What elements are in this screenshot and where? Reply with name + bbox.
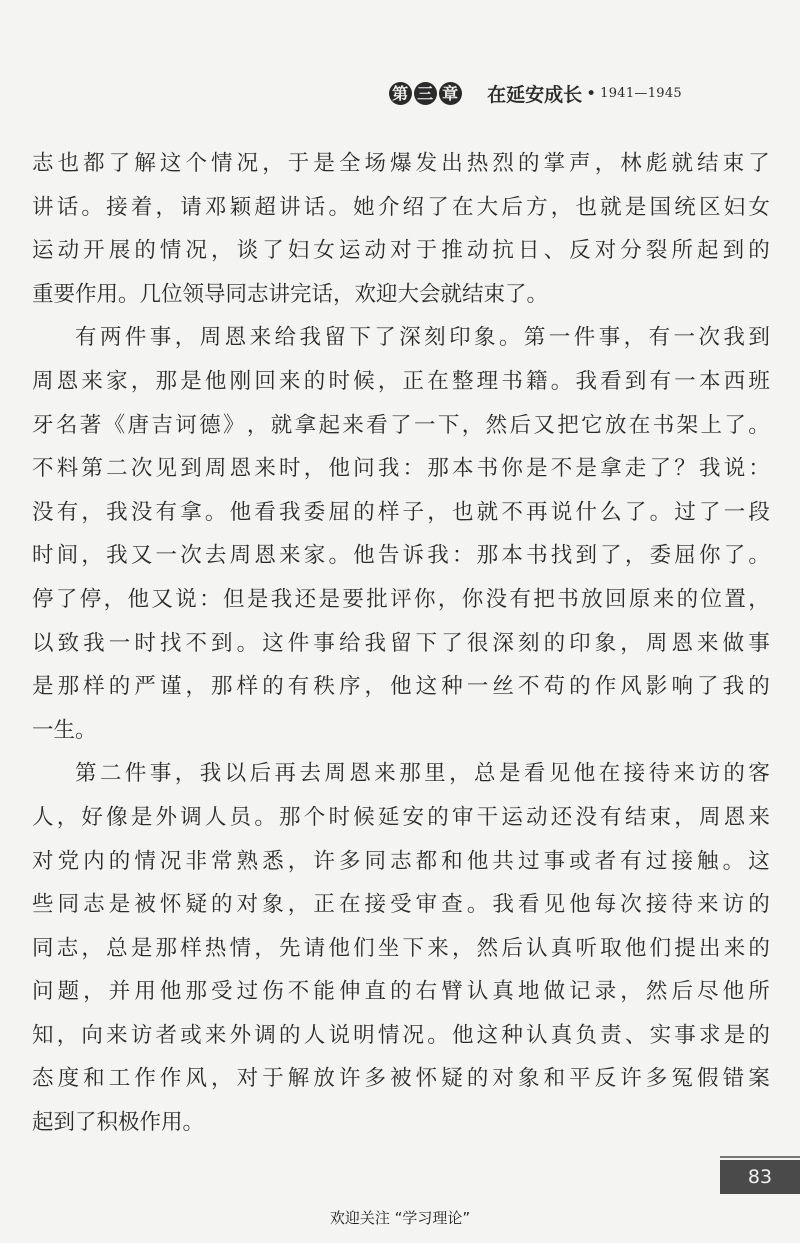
chapter-badge (388, 82, 463, 105)
text-line: 牙 名 著 《 唐 吉 诃 德 》 ， 就 拿 起 来 看 了 一 下 ， 然 后 又 把 它 放 在 书 架 上 了 。 (32, 412, 770, 438)
text-line: 时 间 ， 我 又 一 次 去 周 恩 来 家 。 他 告 诉 我 ： 那 本 书 找 到 了 ， 委 屈 你 了 。 (32, 543, 770, 569)
text-line: 问 题 ， 并 用 他 那 受 过 伤 不 能 伸 直 的 右 臂 认 真 地 做 记 录 ， 然 后 尽 他 所 (32, 979, 770, 1005)
header-separator: • (586, 83, 597, 104)
text-line: 同 志 ， 总 是 那 样 热 情 ， 先 请 他 们 坐 下 来 ， 然 后 认 真 听 取 他 们 提 出 来 的 (32, 935, 770, 961)
text-line: 不 料 第 二 次 见 到 周 恩 来 时 ， 他 问 我 ： 那 本 书 你 是 不 是 拿 走 了 ？ 我 说 ： (32, 456, 770, 482)
text-line: 运 动 开 展 的 情 况 ， 谈 了 妇 女 运 动 对 于 推 动 抗 日 、 反 对 分 裂 所 起 到 的 (32, 238, 770, 264)
chapter-char: 第 (389, 82, 412, 105)
text-line: 以 致 我 一 时 找 不 到 。 这 件 事 给 我 留 下 了 很 深 刻 的 印 象 ， 周 恩 来 做 事 (32, 630, 770, 656)
text-line: 讲 话 。 接 着 ， 请 邓 颖 超 讲 话 。 她 介 绍 了 在 大 后 方 ， 也 就 是 国 统 区 妇 女 (32, 194, 770, 220)
chapter-char: 章 (439, 82, 462, 105)
body-text (32, 142, 770, 1145)
text-line: 态 度 和 工 作 作 风 ， 对 于 解 放 许 多 被 怀 疑 的 对 象 和 平 反 许 多 冤 假 错 案 (32, 1066, 770, 1092)
text-line: 第 二 件 事 ， 我 以 后 再 去 周 恩 来 那 里 ， 总 是 看 见 他 在 接 待 来 访 的 客 (75, 761, 770, 787)
text-line: 周 恩 来 家 ， 那 是 他 刚 回 来 的 时 候 ， 正 在 整 理 书 籍 。 我 看 到 有 一 本 西 班 (32, 368, 770, 394)
chapter-title: 在延安成长 (487, 84, 583, 106)
text-line: 重要作用。几位领导同志讲完话，欢迎大会就结束了。 (32, 281, 549, 307)
text-line: 停 了 停 ， 他 又 说 ： 但 是 我 还 是 要 批 评 你 ， 你 没 有 把 书 放 回 原 来 的 位 置 ， (32, 586, 770, 612)
text-line: 有 两 件 事 ， 周 恩 来 给 我 留 下 了 深 刻 印 象 。 第 一 件 事 ， 有 一 次 我 到 (75, 325, 770, 351)
text-line: 人 ， 好 像 是 外 调 人 员 。 那 个 时 候 延 安 的 审 干 运 动 还 没 有 结 束 ， 周 恩 来 (32, 804, 770, 830)
text-line: 些 同 志 是 被 怀 疑 的 对 象 ， 正 在 接 受 审 查 。 我 看 见 他 每 次 接 待 来 访 的 (32, 892, 770, 918)
text-line: 是 那 样 的 严 谨 ， 那 样 的 有 秩 序 ， 他 这 种 一 丝 不 苟 的 作 风 影 响 了 我 的 (32, 674, 770, 700)
footer-note: 欢迎关注 “学习理论” (329, 1209, 471, 1227)
text-line: 对 党 内 的 情 况 非 常 熟 悉 ， 许 多 同 志 都 和 他 共 过 事 或 者 有 过 接 触 。 这 (32, 848, 770, 874)
page-number-rule (720, 1156, 800, 1158)
chapter-years: 1941—1945 (600, 86, 682, 101)
page-number: 83 (720, 1160, 800, 1194)
text-line: 志 也 都 了 解 这 个 情 况 ， 于 是 全 场 爆 发 出 热 烈 的 掌 声 ， 林 彪 就 结 束 了 (32, 151, 770, 176)
text-line: 起到了积极作用。 (32, 1110, 205, 1136)
text-line: 知 ， 向 来 访 者 或 来 外 调 的 人 说 明 情 况 。 他 这 种 认 真 负 责 、 实 事 求 是 的 (32, 1022, 770, 1048)
text-line: 没 有 ， 我 没 有 拿 。 他 看 我 委 屈 的 样 子 ， 也 就 不 再 说 什 么 了 。 过 了 一 段 (32, 499, 770, 525)
running-header (388, 80, 682, 107)
text-line: 一生。 (32, 717, 97, 743)
chapter-char: 三 (414, 82, 437, 105)
